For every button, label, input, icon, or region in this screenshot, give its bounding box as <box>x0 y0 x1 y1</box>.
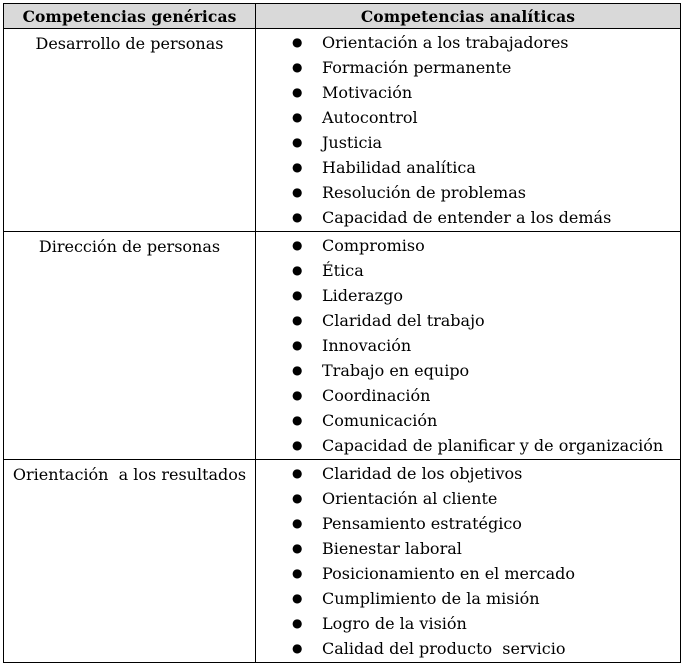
bullet-icon: ● <box>292 60 303 74</box>
bullet-icon: ● <box>292 238 303 252</box>
list-item-text: Claridad del trabajo <box>322 311 485 330</box>
list-item-text: Ética <box>322 261 364 280</box>
list-item-text: Trabajo en equipo <box>322 361 470 380</box>
list-item-text: Justicia <box>322 133 383 152</box>
analytic-list <box>256 460 680 662</box>
list-item-text: Logro de la visión <box>322 614 467 633</box>
bullet-icon: ● <box>292 491 303 505</box>
list-item <box>256 308 680 333</box>
bullet-icon: ● <box>292 110 303 124</box>
list-item <box>256 561 680 586</box>
table-row <box>4 232 681 460</box>
bullet-icon: ● <box>292 438 303 452</box>
list-item <box>256 55 680 80</box>
bullet-icon: ● <box>292 35 303 49</box>
bullet-icon: ● <box>292 388 303 402</box>
list-item <box>256 30 680 55</box>
list-item <box>256 511 680 536</box>
analytic-list <box>256 232 680 459</box>
list-item <box>256 105 680 130</box>
list-item-text: Innovación <box>322 336 412 355</box>
list-item <box>256 586 680 611</box>
list-item <box>256 80 680 105</box>
analytic-competencies-cell <box>256 460 681 663</box>
list-item-text: Resolución de problemas <box>322 183 526 202</box>
list-item <box>256 358 680 383</box>
list-item <box>256 180 680 205</box>
list-item-text: Capacidad de entender a los demás <box>322 208 612 227</box>
list-item-text: Habilidad analítica <box>322 158 476 177</box>
list-item <box>256 433 680 459</box>
bullet-icon: ● <box>292 210 303 224</box>
list-item-text: Bienestar laboral <box>322 539 462 558</box>
list-item <box>256 486 680 511</box>
generic-competency: Dirección de personas <box>4 232 256 460</box>
list-item-text: Formación permanente <box>322 58 512 77</box>
bullet-icon: ● <box>292 413 303 427</box>
list-item <box>256 333 680 358</box>
generic-competency: Orientación a los resultados <box>4 460 256 663</box>
header-analytic: Competencias analíticas <box>256 4 681 29</box>
bullet-icon: ● <box>292 85 303 99</box>
list-item <box>256 258 680 283</box>
list-item-text: Cumplimiento de la misión <box>322 589 540 608</box>
list-item-text: Orientación al cliente <box>322 489 498 508</box>
generic-competency: Desarrollo de personas <box>4 29 256 232</box>
list-item-text: Calidad del producto servicio <box>322 639 566 658</box>
bullet-icon: ● <box>292 641 303 655</box>
bullet-icon: ● <box>292 288 303 302</box>
bullet-icon: ● <box>292 313 303 327</box>
analytic-competencies-cell <box>256 29 681 232</box>
list-item-text: Pensamiento estratégico <box>322 514 522 533</box>
bullet-icon: ● <box>292 566 303 580</box>
list-item-text: Posicionamiento en el mercado <box>322 564 576 583</box>
list-item-text: Autocontrol <box>322 108 418 127</box>
table-row <box>4 460 681 663</box>
bullet-icon: ● <box>292 185 303 199</box>
list-item <box>256 130 680 155</box>
list-item-text: Coordinación <box>322 386 431 405</box>
table-row <box>4 29 681 232</box>
list-item-text: Comunicación <box>322 411 438 430</box>
analytic-competencies-cell <box>256 232 681 460</box>
list-item <box>256 408 680 433</box>
bullet-icon: ● <box>292 541 303 555</box>
list-item <box>256 283 680 308</box>
list-item-text: Liderazgo <box>322 286 403 305</box>
bullet-icon: ● <box>292 516 303 530</box>
list-item <box>256 233 680 258</box>
list-item <box>256 536 680 561</box>
list-item-text: Motivación <box>322 83 413 102</box>
bullet-icon: ● <box>292 135 303 149</box>
list-item-text: Claridad de los objetivos <box>322 464 523 483</box>
list-item-text: Capacidad de planificar y de organización <box>322 436 664 455</box>
list-item <box>256 461 680 486</box>
bullet-icon: ● <box>292 466 303 480</box>
list-item <box>256 155 680 180</box>
bullet-icon: ● <box>292 363 303 377</box>
bullet-icon: ● <box>292 616 303 630</box>
bullet-icon: ● <box>292 263 303 277</box>
list-item <box>256 636 680 662</box>
list-item <box>256 611 680 636</box>
list-item <box>256 383 680 408</box>
list-item-text: Orientación a los trabajadores <box>322 33 569 52</box>
list-item-text: Compromiso <box>322 236 425 255</box>
bullet-icon: ● <box>292 591 303 605</box>
competencies-table <box>3 3 681 663</box>
header-row <box>4 4 681 29</box>
bullet-icon: ● <box>292 160 303 174</box>
header-generic: Competencias genéricas <box>4 4 256 29</box>
bullet-icon: ● <box>292 338 303 352</box>
list-item <box>256 205 680 231</box>
analytic-list <box>256 29 680 231</box>
